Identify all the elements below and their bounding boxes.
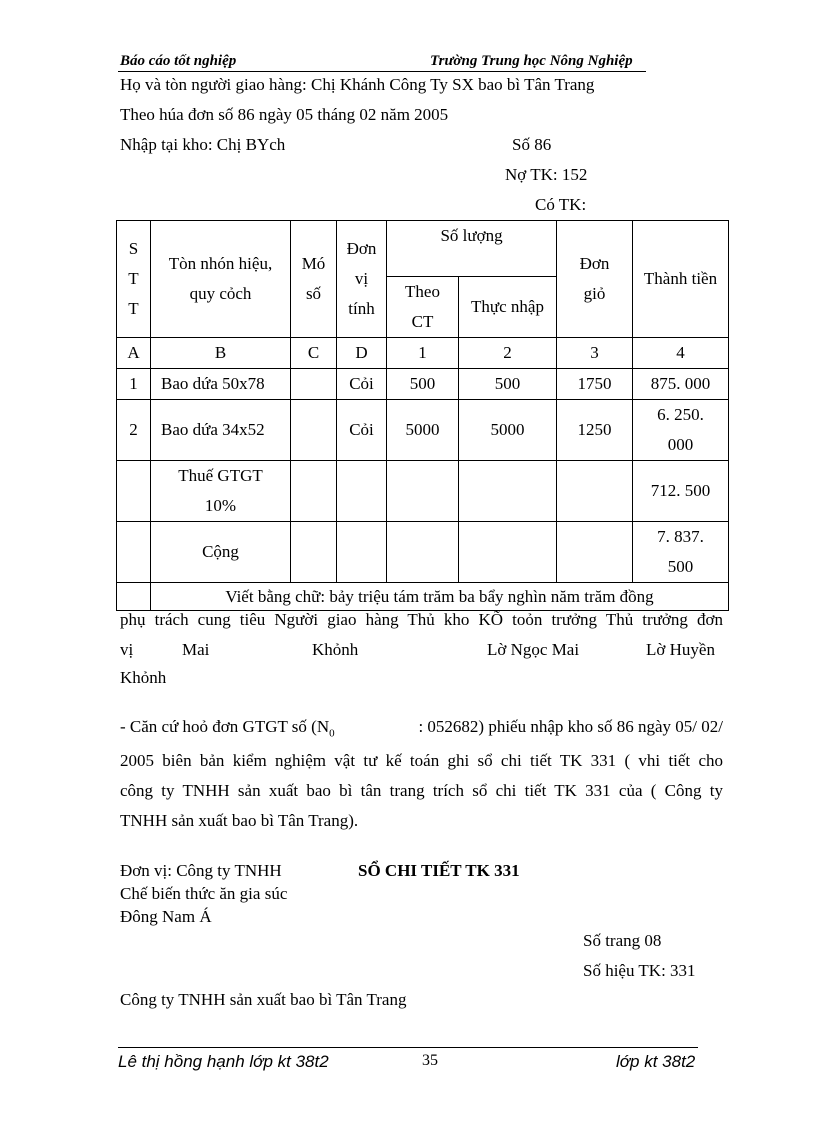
- header-stt: S T T: [117, 221, 151, 338]
- signature-c6: Khỏnh: [120, 668, 167, 687]
- ledger-page: Số trang 08: [583, 931, 662, 950]
- footer-left: Lê thị hồng hạnh lớp kt 38t2: [118, 1052, 329, 1071]
- table-row: 2 Bao dứa 34x52 Cỏi 5000 5000 1250 6. 250. 000: [117, 400, 729, 461]
- vat-row: Thuế GTGT 10% 712. 500: [117, 461, 729, 522]
- receipt-table: [116, 220, 729, 611]
- header-unit: Đơn vị tính: [337, 221, 387, 338]
- signature-c1: vị: [120, 640, 134, 659]
- signature-c2: Mai: [182, 640, 210, 659]
- signature-titles: phụ trách cung tiêu Người giao hàng Thủ kho KÕ toỏn trưởng Thủ trưởng đơn: [120, 610, 723, 629]
- header-qty-real: Thực nhập: [459, 277, 557, 338]
- paragraph-line-3: công ty TNHH sản xuất bao bì tân trang trích sổ chi tiết TK 331 của ( Công ty: [120, 781, 723, 800]
- voucher-number: Số 86: [512, 135, 552, 154]
- ledger-company: Công ty TNHH sản xuất bao bì Tân Trang: [120, 990, 407, 1009]
- header-qty-doc: Theo CT: [387, 277, 459, 338]
- signature-c3: Khỏnh: [312, 640, 359, 659]
- header-left: Báo cáo tốt nghiệp: [120, 53, 237, 69]
- letters-row: A B C D 1 2 3 4: [117, 338, 729, 369]
- header-name: Tòn nhón hiệu, quy cỏch: [151, 221, 291, 338]
- credit-account: Có TK:: [535, 195, 587, 214]
- header-rule: [118, 71, 646, 72]
- debit-account: Nợ TK: 152: [505, 165, 588, 184]
- header-amount: Thành tiền: [633, 221, 729, 338]
- total-row: Cộng 7. 837. 500: [117, 522, 729, 583]
- ledger-account: Số hiệu TK: 331: [583, 961, 696, 980]
- footer-right: lớp kt 38t2: [616, 1052, 696, 1071]
- page-number: 35: [422, 1052, 438, 1069]
- table-row: 1 Bao dứa 50x78 Cỏi 500 500 1750 875. 000: [117, 369, 729, 400]
- footer-rule: [118, 1047, 698, 1048]
- paragraph-line-1: - Căn cứ hoỏ đơn GTGT số ($N_0$ : 052682) phiếu nhập kho số 86 ngày 05/ 02/: [120, 717, 723, 740]
- header-right: Trường Trung học Nông Nghiệp: [430, 53, 633, 69]
- header-quantity: Số lượng: [387, 221, 557, 277]
- signature-c5: Lờ Huyền: [646, 640, 715, 659]
- signature-c4: Lờ Ngọc Mai: [487, 640, 580, 659]
- header-price: Đơn giỏ: [557, 221, 633, 338]
- deliverer-line: Họ và tòn người giao hàng: Chị Khánh Công Ty SX bao bì Tân Trang: [120, 75, 595, 94]
- in-words-row: Viết bằng chữ: bảy triệu tám trăm ba bẩy nghìn năm trăm đồng: [117, 583, 729, 611]
- invoice-line: Theo húa đơn số 86 ngày 05 tháng 02 năm 2005: [120, 105, 449, 124]
- header-code: Mó số: [291, 221, 337, 338]
- ledger-unit-line-3: Đông Nam Á: [120, 907, 212, 926]
- warehouse-line: Nhập tại kho: Chị BYch: [120, 135, 286, 154]
- ledger-title: SỔ CHI TIẾT TK 331: [358, 861, 520, 880]
- paragraph-line-2: 2005 biên bản kiểm nghiệm vật tư kế toán ghi sổ chi tiết TK 331 ( vhi tiết cho: [120, 751, 723, 770]
- paragraph-line-4: TNHH sản xuất bao bì Tân Trang).: [120, 811, 359, 830]
- ledger-unit-line-2: Chế biến thức ăn gia súc: [120, 884, 288, 903]
- ledger-unit-line-1: Đơn vị: Công ty TNHH: [120, 861, 282, 880]
